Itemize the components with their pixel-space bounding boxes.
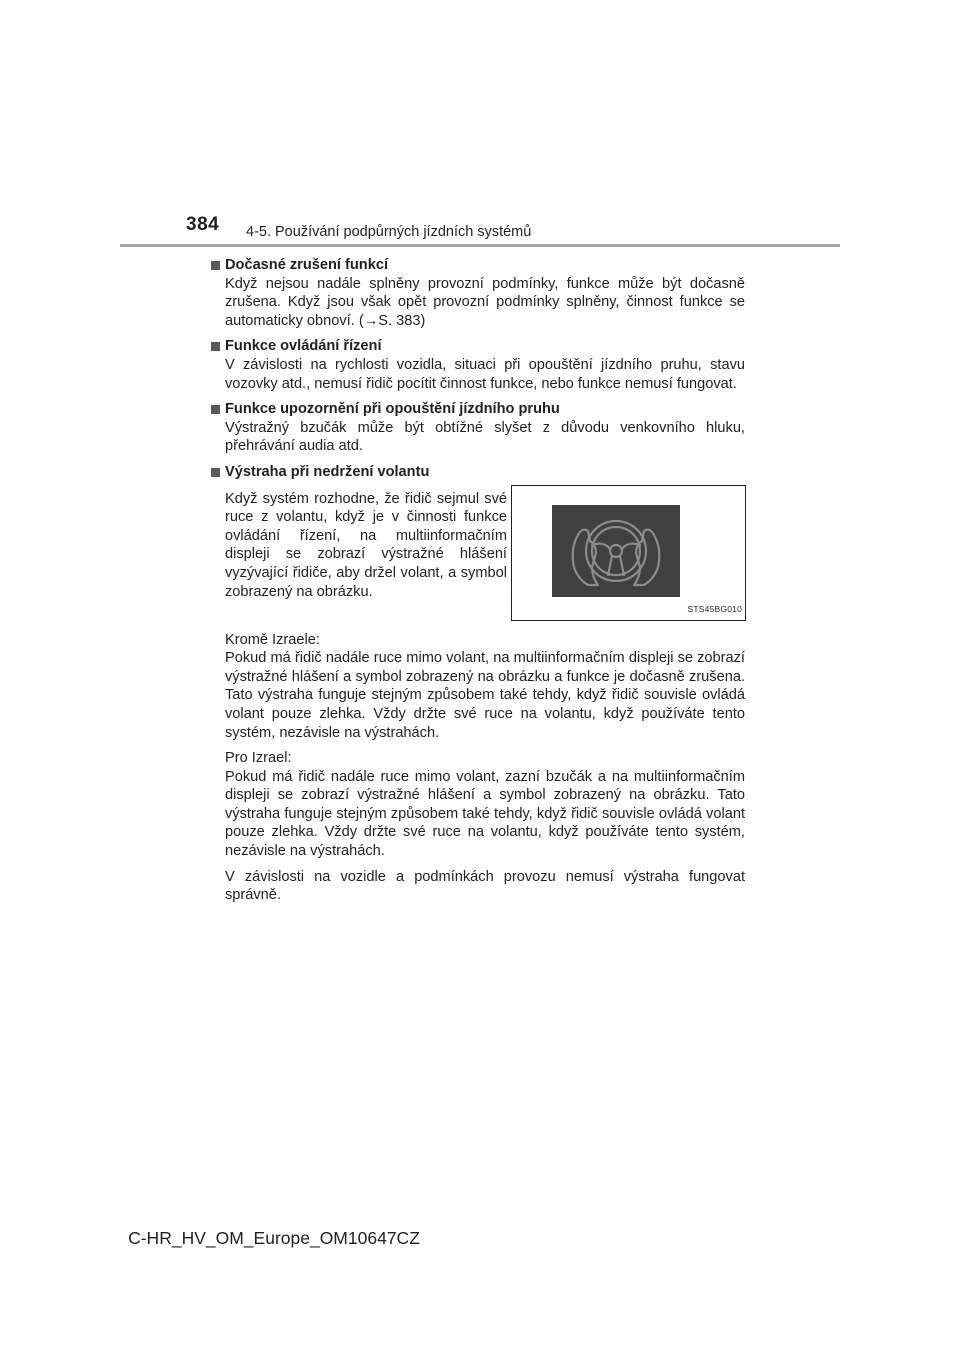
except-israel-label: Kromě Izraele:: [225, 631, 320, 648]
section-heading-text: Funkce ovládání řízení: [225, 338, 382, 355]
chapter-title: 4-5. Používání podpůrných jízdních systémů: [246, 224, 532, 240]
square-bullet-icon: [211, 405, 220, 414]
multi-information-display: [552, 505, 680, 597]
section-temporary-cancel: [211, 256, 745, 330]
warning-figure: [511, 485, 746, 621]
final-note: V závislosti na vozidle a podmínkách provozu nemusí výstraha fungovat správně.: [225, 868, 745, 904]
section-heading-text: Dočasné zrušení funkcí: [225, 257, 389, 273]
page-content: [211, 256, 745, 912]
section-heading: [211, 256, 745, 275]
section-heading: [211, 400, 745, 419]
square-bullet-icon: [211, 261, 220, 270]
section-paragraph: V závislosti na rychlosti vozidla, situaci při opouštění jízdního pruhu, stavu vozovky atd., nemusí řidič pocítit činnost funkce, nebo funkce nemusí fungovat.: [225, 356, 745, 392]
page-number: 384: [186, 214, 220, 235]
square-bullet-icon: [211, 468, 220, 477]
figure-code: STS45BG010: [687, 603, 742, 614]
section-heading-text: Výstraha při nedržení volantu: [225, 463, 430, 480]
except-israel-paragraph: [225, 631, 745, 743]
figure-description: Když systém rozhodne, že řidič sejmul své ruce z volantu, když je v činnosti funkce ovládání řízení, na multiinformačním displeji se zobrazí výstražné hlášení vyzývající řidiče, aby držel volant, a symbol zobrazený na obrázku.: [225, 490, 507, 600]
israel-label: Pro Izrael:: [225, 750, 292, 767]
israel-paragraph: [225, 749, 745, 861]
section-heading: [211, 337, 745, 356]
square-bullet-icon: [211, 342, 220, 351]
israel-text: Pokud má řidič nadále ruce mimo volant, zazní bzučák a na multiinformačním displeji se zobrazí výstražné hlášení a symbol zobrazený na obrázku. Tato výstraha funguje stejným způsobem také tehdy, když řidič souvisle ovládá volant pouze zlehka. Vždy držte své ruce na volantu, když používáte tento systém, nezávisle na výstrahách.: [225, 768, 745, 860]
footer-doc-id: C-HR_HV_OM_Europe_OM10647CZ: [128, 1228, 420, 1248]
section-hands-off-warning: [211, 463, 745, 905]
text-with-figure: [225, 490, 745, 621]
header-divider: [120, 244, 840, 247]
section-lane-departure-alert: [211, 400, 745, 456]
section-heading: [211, 463, 745, 482]
except-israel-text: Pokud má řidič nadále ruce mimo volant, na multiinformačním displeji se zobrazí výstražné hlášení a symbol zobrazený na obrázku a funkce je dočasně zrušena. Tato výstraha funguje stejným způsobem také tehdy, když řidič souvisle ovládá volant pouze zlehka. Vždy držte své ruce na volantu, když používáte tento systém, nezávisle na výstrahách.: [225, 650, 745, 741]
section-paragraph: Výstražný bzučák může být obtížné slyšet z důvodu venkovního hluku, přehrávání audia atd.: [225, 419, 745, 455]
section-steering-control: [211, 337, 745, 393]
section-heading-text: Funkce upozornění při opouštění jízdního pruhu: [225, 401, 560, 418]
hands-off-steering-wheel-icon: [552, 505, 680, 597]
section-paragraph: Když nejsou nadále splněny provozní podmínky, funkce může být dočasně zrušena. Když jsou však opět provozní podmínky splněny, činnost funkce se automaticky obnoví. (→S. 383): [225, 275, 745, 329]
